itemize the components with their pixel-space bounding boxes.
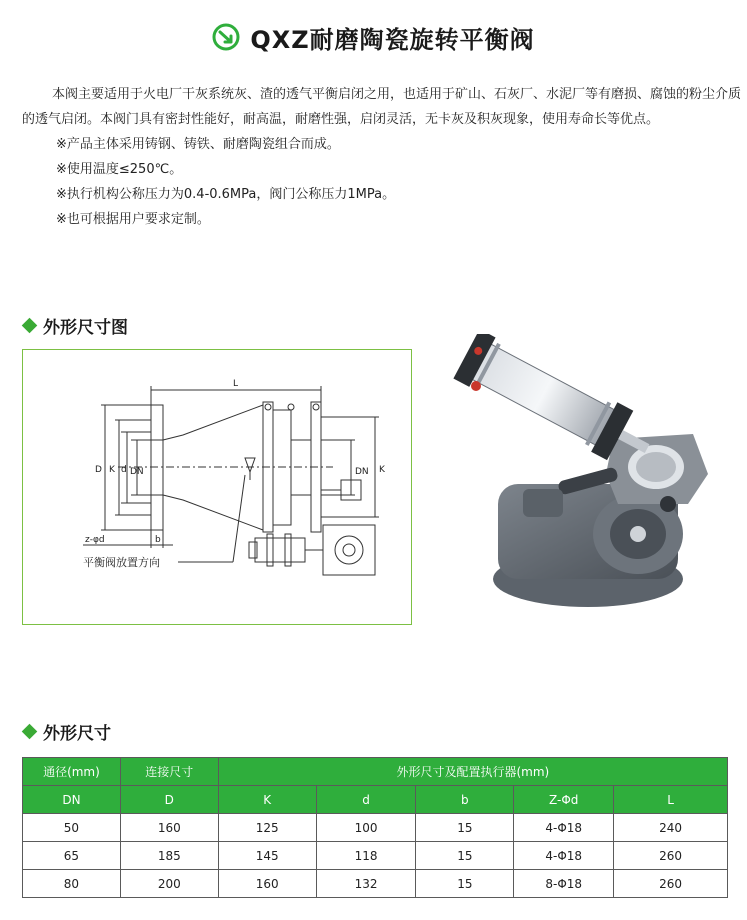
dimension-drawing xyxy=(22,349,412,625)
logo-icon xyxy=(212,23,240,51)
actuator-cylinder xyxy=(255,538,305,562)
table-cell: 15 xyxy=(416,814,514,842)
table-cell: 4-Φ18 xyxy=(514,842,614,870)
dim-label-z-d: z-φd xyxy=(85,535,105,545)
table-cell: 160 xyxy=(120,814,218,842)
dim-label-K-right: K xyxy=(379,465,385,475)
dim-label-DN: DN xyxy=(130,467,144,477)
table-cell: 132 xyxy=(316,870,416,898)
header-cell: DN xyxy=(23,786,121,814)
section-title-table: 外形尺寸 xyxy=(43,724,111,744)
diamond-bullet-icon xyxy=(22,318,38,334)
table-cell: 160 xyxy=(218,870,316,898)
dim-label-D: D xyxy=(95,465,102,475)
note-pressure: ※执行机构公称压力为0.4-0.6MPa，阀门公称压力1MPa。 xyxy=(56,187,396,202)
dimensions-table xyxy=(22,757,728,898)
dim-label-K: K xyxy=(109,465,115,475)
table-cell: 80 xyxy=(23,870,121,898)
table-cell: 65 xyxy=(23,842,121,870)
table-cell: 185 xyxy=(120,842,218,870)
header-cell: d xyxy=(316,786,416,814)
section-title-drawing: 外形尺寸图 xyxy=(43,318,128,338)
page-title: QXZ耐磨陶瓷旋转平衡阀 xyxy=(250,25,535,54)
header-cell: 外形尺寸及配置执行器(mm) xyxy=(218,758,727,786)
table-cell: 260 xyxy=(614,870,728,898)
table-header-row xyxy=(23,786,728,814)
flow-arrow xyxy=(245,458,255,472)
table-cell: 15 xyxy=(416,842,514,870)
table-cell: 200 xyxy=(120,870,218,898)
table-cell: 4-Φ18 xyxy=(514,814,614,842)
table-cell: 15 xyxy=(416,870,514,898)
header-cell: Z-Φd xyxy=(514,786,614,814)
header-cell: D xyxy=(120,786,218,814)
table-cell: 100 xyxy=(316,814,416,842)
diamond-bullet-icon xyxy=(22,724,38,740)
table-cell: 8-Φ18 xyxy=(514,870,614,898)
dimension-drawing-svg xyxy=(23,350,410,623)
intro-text xyxy=(22,82,744,232)
dim-label-DN-right: DN xyxy=(355,467,369,477)
table-cell: 240 xyxy=(614,814,728,842)
table-row xyxy=(23,814,728,842)
header-cell: K xyxy=(218,786,316,814)
table-header-row xyxy=(23,758,728,786)
dim-label-b: b xyxy=(155,535,161,545)
header-cell: L xyxy=(614,786,728,814)
section-heading-drawing xyxy=(22,313,128,338)
table-cell: 50 xyxy=(23,814,121,842)
page-header xyxy=(0,20,747,54)
table-cell: 118 xyxy=(316,842,416,870)
header-cell: b xyxy=(416,786,514,814)
section-heading-table xyxy=(22,719,111,744)
dim-label-d: d xyxy=(121,465,127,475)
note-custom: ※也可根据用户要求定制。 xyxy=(56,212,210,227)
table-cell: 125 xyxy=(218,814,316,842)
table-row xyxy=(23,842,728,870)
note-temperature: ※使用温度≤250℃。 xyxy=(56,162,183,177)
table-row xyxy=(23,870,728,898)
table-cell: 145 xyxy=(218,842,316,870)
dim-label-L: L xyxy=(233,379,239,389)
product-photo xyxy=(438,334,738,624)
actuator-housing xyxy=(323,525,375,575)
header-cell: 连接尺寸 xyxy=(120,758,218,786)
table-cell: 260 xyxy=(614,842,728,870)
intro-paragraph: 本阀主要适用于火电厂干灰系统灰、渣的透气平衡启闭之用，也适用于矿山、石灰厂、水泥厂等有磨损、腐蚀的粉尘介质的透气启闭。本阀门具有密封性能好，耐高温，耐磨性强，启闭灵活，无卡灰及积灰现象，使用寿命长等优点。 xyxy=(22,87,742,127)
note-material: ※产品主体采用铸钢、铸铁、耐磨陶瓷组合而成。 xyxy=(56,137,340,152)
direction-label: 平衡阀放置方向 xyxy=(83,556,160,569)
header-cell: 通径(mm) xyxy=(23,758,121,786)
